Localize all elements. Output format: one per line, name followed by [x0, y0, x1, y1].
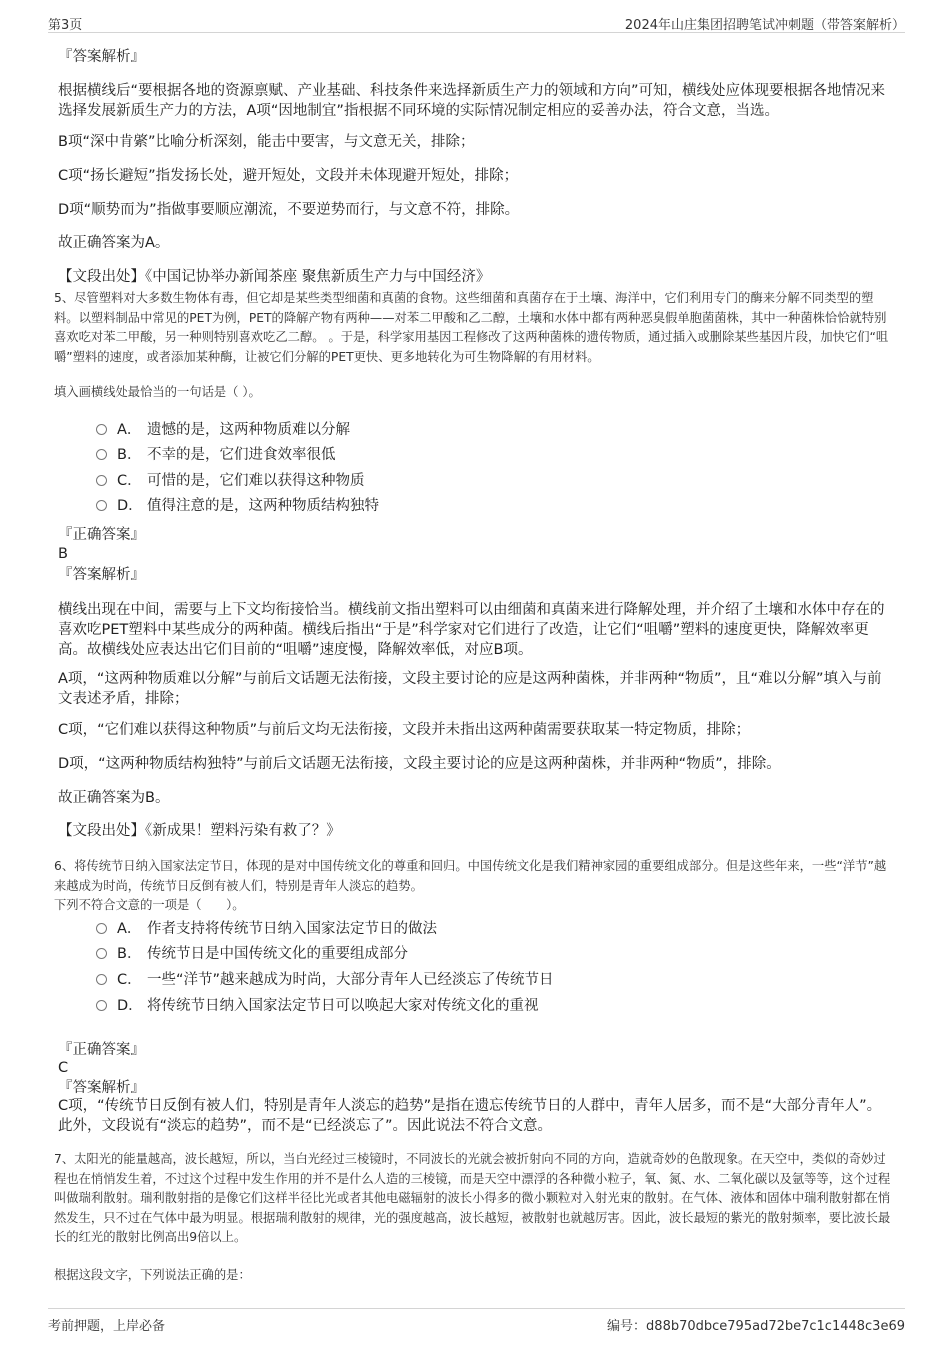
q5-analysis-paragraph: D项，“这两种物质结构独特”与前后文话题无法衔接，文段主要讨论的应是这两种菌株，并非两种“物质”，排除。: [58, 756, 781, 772]
q5-analysis-heading: 『答案解析』: [58, 567, 145, 583]
q5-answer: B: [58, 546, 68, 562]
radio-icon[interactable]: [96, 449, 107, 460]
q5-option-d[interactable]: [96, 496, 379, 516]
q5-prompt: 填入画横线处最恰当的一句话是（ ）。: [54, 385, 261, 399]
q6-option-d[interactable]: [96, 996, 539, 1016]
option-text: 不幸的是，它们进食效率很低: [147, 447, 336, 463]
option-text: 将传统节日纳入国家法定节日可以唤起大家对传统文化的重视: [147, 998, 539, 1014]
q5-conclusion: 故正确答案为B。: [58, 790, 170, 806]
option-text: 可惜的是，它们难以获得这种物质: [147, 473, 365, 489]
option-key: A．: [117, 921, 142, 937]
option-key: B．: [117, 946, 142, 962]
document-code: 编号：d88b70dbce795ad72be7c1c1448c3e69: [607, 1319, 905, 1334]
q5-option-b[interactable]: [96, 445, 336, 465]
option-key: A．: [117, 422, 142, 438]
q7-stem: 7、太阳光的能量越高，波长越短，所以，当白光经过三棱镜时，不同波长的光就会被折射向不同的方向，造就奇妙的色散现象。在天空中，类似的奇妙过程也在悄悄发生着，不过这个过程中发生作用的并不是什么人造的三棱镜，而是天空中漂浮的各种微小粒子，氧、氮、水、二氧化碳以及氩等等，这个过程叫做瑞利散射。瑞利散射指的是像它们这样半径比光或者其他电磁辐射的波长小得多的微小颗粒对入射光束的散射。在气体、液体和固体中瑞利散射都在悄然发生，只不过在气体中最为明显。根据瑞利散射的规律，光的强度越高，波长越短，被散射也就越厉害。因此，波长最短的紫光的散射频率，要比波长最长的红光的散射比例高出9倍以上。: [54, 1152, 891, 1244]
radio-icon[interactable]: [96, 923, 107, 934]
q5-analysis-paragraph: 横线出现在中间，需要与上下文均衔接恰当。横线前文指出塑料可以由细菌和真菌来进行降解处理，并介绍了土壤和水体中存在的喜欢吃PET塑料中某些成分的两种菌。横线后指出“于是”科学家对它们进行了改造，让它们“咀嚼”塑料的速度更快，降解效率更高。故横线处应表达出它们目前的“咀嚼”速度慢，降解效率低，对应B项。: [58, 602, 885, 658]
q5-analysis-paragraph: C项，“它们难以获得这种物质”与前后文均无法衔接，文段并未指出这两种菌需要获取某一特定物质，排除；: [58, 722, 751, 738]
option-key: D．: [117, 998, 143, 1014]
document-title: 2024年山庄集团招聘笔试冲刺题（带答案解析）: [624, 18, 905, 33]
option-text: 作者支持将传统节日纳入国家法定节日的做法: [147, 921, 437, 937]
q6-analysis-heading: 『答案解析』: [58, 1080, 145, 1096]
q5-option-c[interactable]: [96, 471, 365, 491]
footer-slogan: 考前押题，上岸必备: [48, 1319, 166, 1334]
page-header: [48, 10, 905, 33]
option-text: 一些“洋节”越来越成为时尚，大部分青年人已经淡忘了传统节日: [147, 972, 554, 988]
option-text: 遗憾的是，这两种物质难以分解: [147, 422, 350, 438]
q6-stem: 6、将传统节日纳入国家法定节日，体现的是对中国传统文化的尊重和回归。中国传统文化是我们精神家园的重要组成部分。但是这些年来，一些“洋节”越来越成为时尚，传统节日反倒有被人们，特别是青年人淡忘的趋势。: [54, 859, 887, 893]
q6-answer: C: [58, 1060, 69, 1076]
option-key: B．: [117, 447, 142, 463]
radio-icon[interactable]: [96, 424, 107, 435]
q4-analysis-paragraph: C项“扬长避短”指发扬长处，避开短处，文段并未体现避开短处，排除；: [58, 168, 519, 184]
option-key: C．: [117, 473, 142, 489]
q6-prompt: 下列不符合文意的一项是（ ）。: [54, 898, 245, 912]
option-text: 值得注意的是，这两种物质结构独特: [147, 498, 379, 514]
q6-option-b[interactable]: [96, 944, 408, 964]
q7-prompt: 根据这段文字，下列说法正确的是：: [54, 1268, 251, 1282]
q4-analysis-heading: 『答案解析』: [58, 49, 145, 65]
q6-option-c[interactable]: [96, 970, 554, 990]
radio-icon[interactable]: [96, 1000, 107, 1011]
page-footer: [48, 1308, 905, 1333]
option-key: C．: [117, 972, 142, 988]
q5-stem: 5、尽管塑料对大多数生物体有毒，但它却是某些类型细菌和真菌的食物。这些细菌和真菌存在于土壤、海洋中，它们利用专门的酶来分解不同类型的塑料。以塑料制品中常见的PET为例，PET的降解产物有两种——对苯二甲酸和乙二醇，土壤和水体中都有两种恶臭假单胞菌菌株，其中一种菌株恰恰就特别喜欢吃对苯二甲酸，另一种则特别喜欢吃乙二醇。 。于是，科学家用基因工程修改了这两种菌株的遗传物质，通过插入或删除某些基因片段，加快它们“咀嚼”塑料的速度，或者添加某种酶，让被它们分解的PET更快、更多地转化为可生物降解的有用材料。: [54, 291, 889, 364]
q5-source: 【文段出处】《新成果！塑料污染有救了？》: [58, 823, 341, 839]
q4-analysis-paragraph: 根据横线后“要根据各地的资源禀赋、产业基础、科技条件来选择新质生产力的领域和方向”可知，横线处应体现要根据各地情况来选择发展新质生产力的方法，A项“因地制宜”指根据不同环境的实际情况制定相应的妥善办法，符合文意，当选。: [58, 83, 886, 119]
q6-answer-heading: 『正确答案』: [58, 1042, 145, 1058]
q4-analysis-paragraph: D项“顺势而为”指做事要顺应潮流，不要逆势而行，与文意不符，排除。: [58, 202, 520, 218]
q6-analysis: C项，“传统节日反倒有被人们，特别是青年人淡忘的趋势”是指在遗忘传统节日的人群中，青年人居多，而不是“大部分青年人”。此外，文段说有“淡忘的趋势”，而不是“已经淡忘了”。因此说法不符合文意。: [58, 1098, 882, 1134]
radio-icon[interactable]: [96, 974, 107, 985]
q5-option-a[interactable]: [96, 420, 350, 440]
q5-analysis-paragraph: A项，“这两种物质难以分解”与前后文话题无法衔接，文段主要讨论的应是这两种菌株，并非两种“物质”，且“难以分解”填入与前文表述矛盾，排除；: [58, 671, 882, 707]
option-key: D．: [117, 498, 143, 514]
radio-icon[interactable]: [96, 475, 107, 486]
q4-conclusion: 故正确答案为A。: [58, 235, 170, 251]
q4-analysis-paragraph: B项“深中肯綮”比喻分析深刻，能击中要害，与文意无关，排除；: [58, 134, 475, 150]
radio-icon[interactable]: [96, 948, 107, 959]
option-text: 传统节日是中国传统文化的重要组成部分: [147, 946, 408, 962]
q5-answer-heading: 『正确答案』: [58, 527, 145, 543]
radio-icon[interactable]: [96, 500, 107, 511]
q4-source: 【文段出处】《中国记协举办新闻茶座 聚焦新质生产力与中国经济》: [58, 269, 491, 285]
q6-option-a[interactable]: [96, 919, 437, 939]
page-number: 第3页: [48, 18, 83, 33]
